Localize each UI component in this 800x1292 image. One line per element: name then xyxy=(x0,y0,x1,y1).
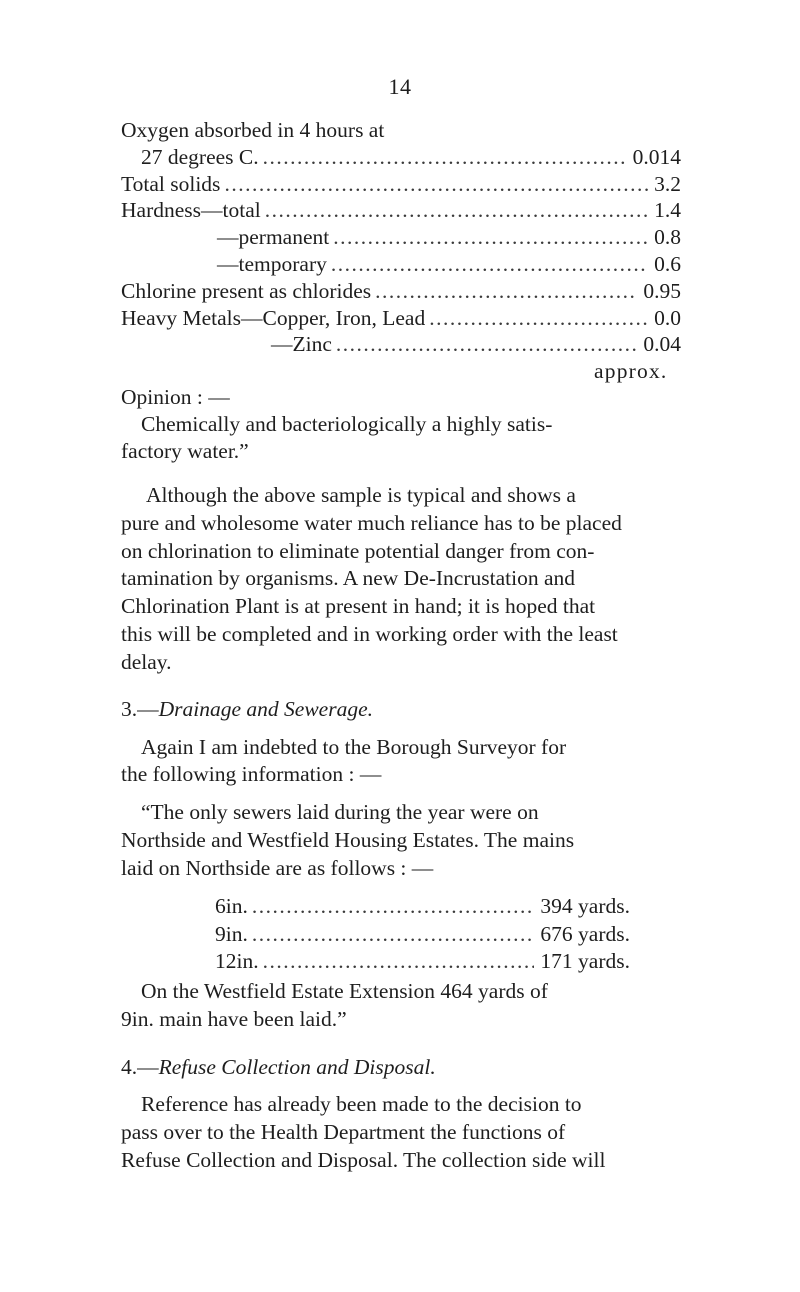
opinion-text-line1: Chemically and bacteriologically a highly satis- xyxy=(141,412,553,436)
analysis-row-hardness-permanent xyxy=(217,227,681,249)
quote-line: “The only sewers laid during the year were on xyxy=(141,800,539,824)
closing-line1: On the Westfield Estate Extension 464 yards of xyxy=(141,979,548,1003)
leader-dots xyxy=(252,896,535,918)
mains-row-6in xyxy=(215,896,630,918)
analysis-row-chlorine xyxy=(121,281,681,303)
analysis-value: 3.2 xyxy=(654,172,681,196)
section-3-intro-line1: Again I am indebted to the Borough Surveyor for xyxy=(141,735,567,759)
analysis-label: Total solids xyxy=(121,172,221,196)
paragraph-line: Chlorination Plant is at present in hand; it is hoped that xyxy=(121,594,596,618)
paragraph-line: pure and wholesome water much reliance has to be placed xyxy=(121,511,622,535)
section-title: Refuse Collection and Disposal. xyxy=(158,1055,436,1079)
section-4-line: Refuse Collection and Disposal. The collection side will xyxy=(121,1148,606,1172)
mains-size: 9in. xyxy=(215,922,248,946)
section-3-intro-line2: the following information : — xyxy=(121,762,382,786)
analysis-label: Hardness—total xyxy=(121,198,261,222)
leader-dots xyxy=(252,924,535,946)
analysis-value: 0.95 xyxy=(643,279,681,303)
analysis-value: 0.8 xyxy=(654,225,681,249)
leader-dots xyxy=(429,308,648,330)
analysis-row-hardness-total xyxy=(121,200,681,222)
paragraph-line: tamination by organisms. A new De-Incrustation and xyxy=(121,566,576,590)
mains-row-12in xyxy=(215,951,630,973)
approx-note: approx. xyxy=(594,359,668,383)
leader-dots xyxy=(265,200,648,222)
opinion-text-line2: factory water.” xyxy=(121,439,249,463)
section-4-heading xyxy=(121,1057,436,1079)
section-number: 3.— xyxy=(121,697,159,721)
mains-length: 171 yards. xyxy=(540,949,630,973)
analysis-label: Heavy Metals—Copper, Iron, Lead xyxy=(121,306,426,330)
section-3-heading xyxy=(121,699,373,721)
analysis-value: 0.04 xyxy=(643,332,681,356)
quote-line: laid on Northside are as follows : — xyxy=(121,856,434,880)
analysis-row-hardness-temporary xyxy=(217,254,681,276)
analysis-value: 0.6 xyxy=(654,252,681,276)
leader-dots xyxy=(333,227,648,249)
mains-size: 6in. xyxy=(215,894,248,918)
paragraph-line: this will be completed and in working order with the least xyxy=(121,622,618,646)
analysis-value: 0.014 xyxy=(632,145,681,169)
analysis-row-heavy-metals xyxy=(121,308,681,330)
mains-size: 12in. xyxy=(215,949,259,973)
paragraph-line: delay. xyxy=(121,650,172,674)
analysis-value: 1.4 xyxy=(654,198,681,222)
analysis-value: 0.0 xyxy=(654,306,681,330)
analysis-row-zinc xyxy=(271,334,681,356)
analysis-row-oxygen xyxy=(141,147,681,169)
analysis-label: —Zinc xyxy=(271,332,332,356)
paragraph-line: on chlorination to eliminate potential danger from con- xyxy=(121,539,595,563)
leader-dots xyxy=(263,147,627,169)
analysis-row-total-solids xyxy=(121,174,681,196)
mains-length: 676 yards. xyxy=(540,922,630,946)
paragraph-line: Although the above sample is typical and shows a xyxy=(146,483,576,507)
section-4-line: pass over to the Health Department the functions of xyxy=(121,1120,566,1144)
leader-dots xyxy=(331,254,648,276)
section-title: Drainage and Sewerage. xyxy=(158,697,373,721)
leader-dots xyxy=(375,281,637,303)
leader-dots xyxy=(263,951,535,973)
section-4-line: Reference has already been made to the decision to xyxy=(141,1092,582,1116)
section-number: 4.— xyxy=(121,1055,159,1079)
analysis-label: 27 degrees C. xyxy=(141,145,259,169)
mains-length: 394 yards. xyxy=(540,894,630,918)
quote-line: Northside and Westfield Housing Estates. The mains xyxy=(121,828,575,852)
closing-line2: 9in. main have been laid.” xyxy=(121,1007,347,1031)
analysis-intro: Oxygen absorbed in 4 hours at xyxy=(121,118,385,142)
leader-dots xyxy=(224,174,648,196)
page-number: 14 xyxy=(388,74,412,99)
opinion-label: Opinion : — xyxy=(121,385,230,409)
analysis-label: Chlorine present as chlorides xyxy=(121,279,372,303)
leader-dots xyxy=(336,334,637,356)
analysis-label: —temporary xyxy=(217,252,327,276)
analysis-label: —permanent xyxy=(217,225,330,249)
mains-row-9in xyxy=(215,924,630,946)
